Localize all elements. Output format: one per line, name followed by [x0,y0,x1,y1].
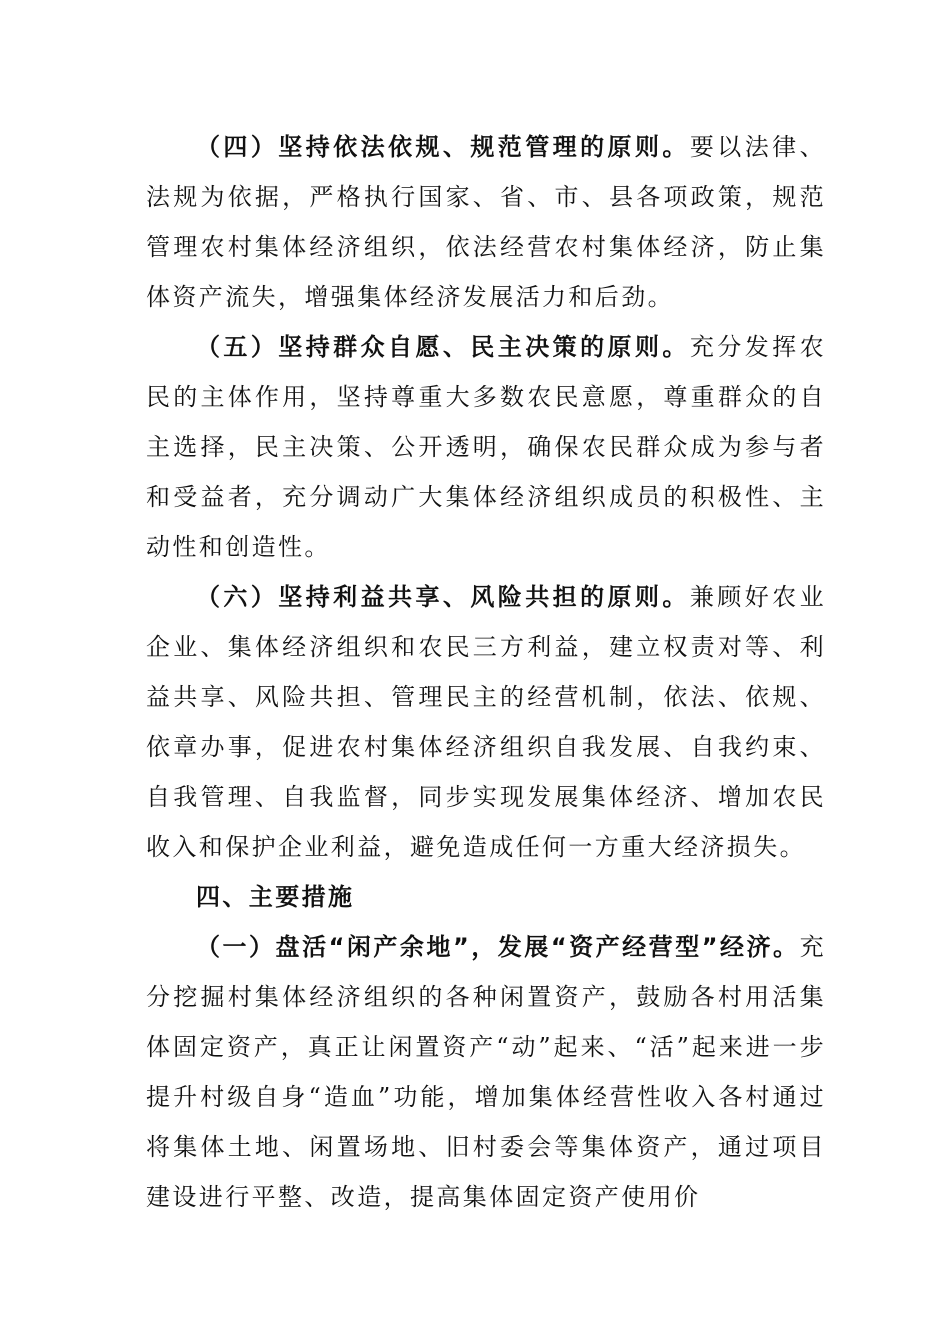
principle-paragraph-6 [146,572,826,872]
principle-6-text: 兼顾好农业企业、集体经济组织和农民三方利益，建立权责对等、利益共享、风险共担、管理民主的经营机制，依法、依规、依章办事，促进农村集体经济组织自我发展、自我约束、自我管理、自我监督，同步实现发展集体经济、增加农民收入和保护企业利益，避免造成任何一方重大经济损失。 [146,583,827,861]
measure-1-title: （一）盘活“闲产余地”，发展“资产经营型”经济。 [196,933,800,961]
measure-paragraph-1 [146,922,826,1222]
principle-4-title: （四）坚持依法依规、规范管理的原则。 [196,133,690,161]
principle-paragraph-4 [146,122,826,322]
measure-1-text: 充分挖掘村集体经济组织的各种闲置资产，鼓励各村用活集体固定资产，真正让闲置资产“动”起来、“活”起来进一步提升村级自身“造血”功能，增加集体经营性收入各村通过将集体土地、闲置场地、旧村委会等集体资产，通过项目建设进行平整、改造，提高集体固定资产使用价 [146,933,826,1211]
document-body [146,122,826,1222]
principle-4-text: 要以法律、法规为依据，严格执行国家、省、市、县各项政策，规范管理农村集体经济组织，依法经营农村集体经济，防止集体资产流失，增强集体经济发展活力和后劲。 [146,133,827,311]
principle-6-title: （六）坚持利益共享、风险共担的原则。 [196,583,690,611]
section-heading: 四、主要措施 [196,883,355,911]
principle-5-text: 充分发挥农民的主体作用，坚持尊重大多数农民意愿，尊重群众的自主选择，民主决策、公开透明，确保农民群众成为参与者和受益者，充分调动广大集体经济组织成员的积极性、主动性和创造性。 [146,333,827,561]
principle-paragraph-5 [146,322,826,572]
principle-5-title: （五）坚持群众自愿、民主决策的原则。 [196,333,690,361]
